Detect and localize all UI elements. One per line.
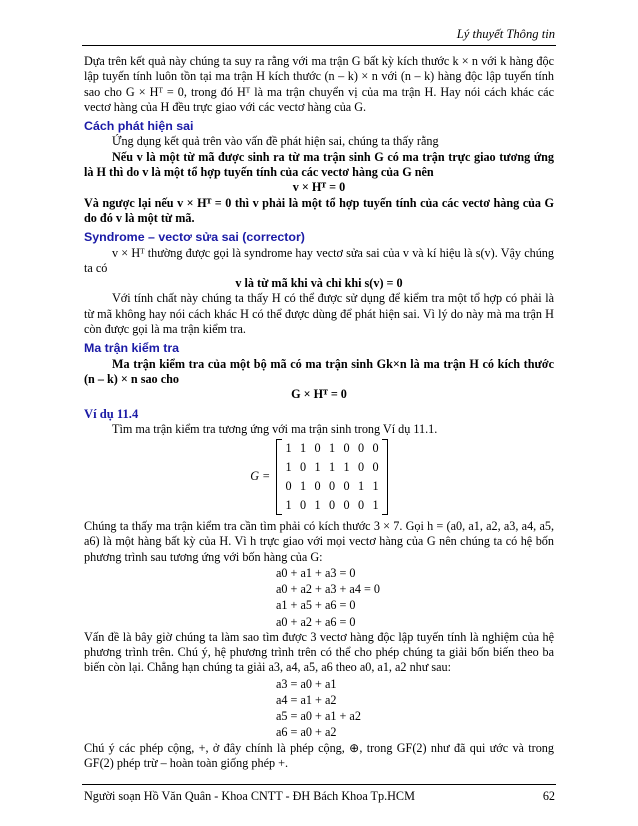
matrix-cell: 1 (314, 497, 321, 512)
matrix-cell: 1 (372, 478, 379, 493)
matrix-row (281, 496, 383, 515)
equation-line: a0 + a2 + a3 + a4 = 0 (276, 582, 380, 597)
paragraph: Ứng dụng kết quả trên vào vấn đề phát hiện sai, chúng ta thấy rằng (112, 134, 439, 149)
matrix-cell: 0 (343, 497, 350, 512)
matrix-cell: 1 (285, 459, 292, 474)
equation-line: a1 + a5 + a6 = 0 (276, 598, 356, 613)
paragraph: Chú ý các phép cộng, +, ở đây chính là phép cộng, ⊕, trong GF(2) như đã qui ước và trong GF(2) phép trừ – hoàn toàn giống phép +. (84, 740, 554, 770)
equation-system-2 (84, 676, 554, 741)
equation-line: a5 = a0 + a1 + a2 (276, 709, 361, 724)
matrix-label: G = (250, 469, 271, 484)
paragraph: Với tính chất này chúng ta thấy H có thể được sử dụng để kiểm tra một tổ hợp có phải là từ mã không hay nói cách khác H có thể được dùng để phát hiện sai. Vì lý do này mà ma trận H còn được gọi là ma trận kiểm tra. (84, 291, 554, 337)
page-number: 62 (542, 789, 555, 803)
matrix-cell: 0 (357, 459, 365, 474)
equation: G × Hᵀ = 0 (291, 387, 347, 402)
theorem-converse: Và ngược lại nếu v × Hᵀ = 0 thì v phải là một tổ hợp tuyến tính của các vectơ hàng của G do đó v là một từ mã. (84, 195, 554, 225)
matrix-cell: 1 (328, 440, 336, 455)
matrix-cell: 1 (357, 478, 365, 493)
footer-author: Người soạn Hồ Văn Quân - Khoa CNTT - ĐH Bách Khoa Tp.HCM (84, 789, 415, 803)
matrix-row (281, 477, 383, 496)
matrix-cell: 0 (299, 497, 307, 512)
matrix-cell: 1 (299, 440, 307, 455)
matrix-row (281, 439, 383, 458)
intro-paragraph: Dựa trên kết quả này chúng ta suy ra rằng với ma trận G bất kỳ kích thước k × n với k hàng độc lập tuyến tính luôn tồn tại ma trận H kích thước (n – k) × n với (n – k) hàng độc lập tuyến tính sao cho G × Hᵀ = 0, trong đó Hᵀ là ma trận chuyển vị của ma trận H. Hay nói cách khác các vectơ hàng của H đều trực giao với các vectơ hàng của G. (84, 54, 554, 114)
equation-line: a0 + a2 + a6 = 0 (276, 614, 356, 629)
paragraph: v × Hᵀ thường được gọi là syndrome hay vectơ sửa sai của v và kí hiệu là s(v). Vậy chúng ta có (84, 245, 554, 275)
equation-system-1 (84, 565, 554, 630)
matrix-cell: 0 (314, 478, 321, 493)
matrix-cell: 0 (343, 440, 350, 455)
matrix-cell: 1 (372, 497, 379, 512)
matrix-cell: 0 (328, 478, 336, 493)
generator-matrix (84, 439, 554, 515)
equation: v × Hᵀ = 0 (292, 180, 346, 195)
section-heading-error-detection: Cách phát hiện sai (84, 119, 194, 134)
matrix-cell: 0 (343, 478, 350, 493)
matrix-cell: 1 (285, 497, 292, 512)
matrix-cell: 1 (299, 478, 307, 493)
matrix-cell: 1 (285, 440, 292, 455)
matrix-cell: 0 (357, 497, 365, 512)
section-heading-parity-check-matrix: Ma trận kiểm tra (84, 341, 180, 356)
equation-line: a3 = a0 + a1 (276, 676, 337, 691)
definition: Ma trận kiểm tra của một bộ mã có ma trận sinh Gk×n là ma trận H có kích thước (n – k) × n sao cho (84, 356, 554, 386)
equation-line: a6 = a0 + a2 (276, 725, 337, 740)
footer-rule (82, 784, 556, 785)
matrix-cell: 1 (314, 459, 321, 474)
theorem-statement: Nếu v là một từ mã được sinh ra từ ma trận sinh G có ma trận trực giao tương ứng là H thì do v là một tổ hợp tuyến tính của các vectơ hàng của G nên (84, 149, 554, 180)
matrix-cell: 0 (299, 459, 307, 474)
matrix-row (281, 458, 383, 477)
paragraph: Vấn đề là bây giờ chúng ta làm sao tìm được 3 vectơ hàng độc lập tuyến tính là nghiệm của hệ phương trình trên. Chú ý, hệ phương trình trên có thể cho phép chúng ta giải bốn biến theo ba biến còn lại. Chẳng hạn chúng ta giải a3, a4, a5, a6 theo a0, a1, a2 như sau: (84, 629, 554, 675)
running-header: Lý thuyết Thông tin (456, 27, 555, 41)
equation-line: a0 + a1 + a3 = 0 (276, 566, 356, 581)
matrix-cell: 0 (328, 497, 336, 512)
matrix-cell: 0 (285, 478, 292, 493)
matrix-brackets (276, 439, 388, 515)
matrix-cell: 0 (314, 440, 321, 455)
matrix-cell: 0 (372, 459, 379, 474)
example-heading: Ví dụ 11.4 (84, 406, 139, 421)
section-heading-syndrome: Syndrome – vectơ sửa sai (corrector) (84, 230, 305, 245)
equation: v là từ mã khi và chỉ khi s(v) = 0 (235, 276, 403, 291)
matrix-table (281, 439, 383, 515)
matrix-cell: 1 (343, 459, 350, 474)
header-rule (82, 45, 556, 46)
matrix-cell: 0 (357, 440, 365, 455)
page-body (84, 54, 554, 771)
matrix-cell: 1 (328, 459, 336, 474)
equation-line: a4 = a1 + a2 (276, 692, 337, 707)
matrix-cell: 0 (372, 440, 379, 455)
paragraph: Tìm ma trận kiểm tra tương ứng với ma trận sinh trong Ví dụ 11.1. (112, 421, 438, 436)
paragraph: Chúng ta thấy ma trận kiểm tra cần tìm phải có kích thước 3 × 7. Gọi h = (a0, a1, a2, a3, a4, a5, a6) là một hàng bất kỳ của H. Vì h trực giao với mọi vectơ hàng của G nên chúng ta có hệ bốn phương trình sau tương ứng với bốn hàng của G: (84, 519, 554, 564)
